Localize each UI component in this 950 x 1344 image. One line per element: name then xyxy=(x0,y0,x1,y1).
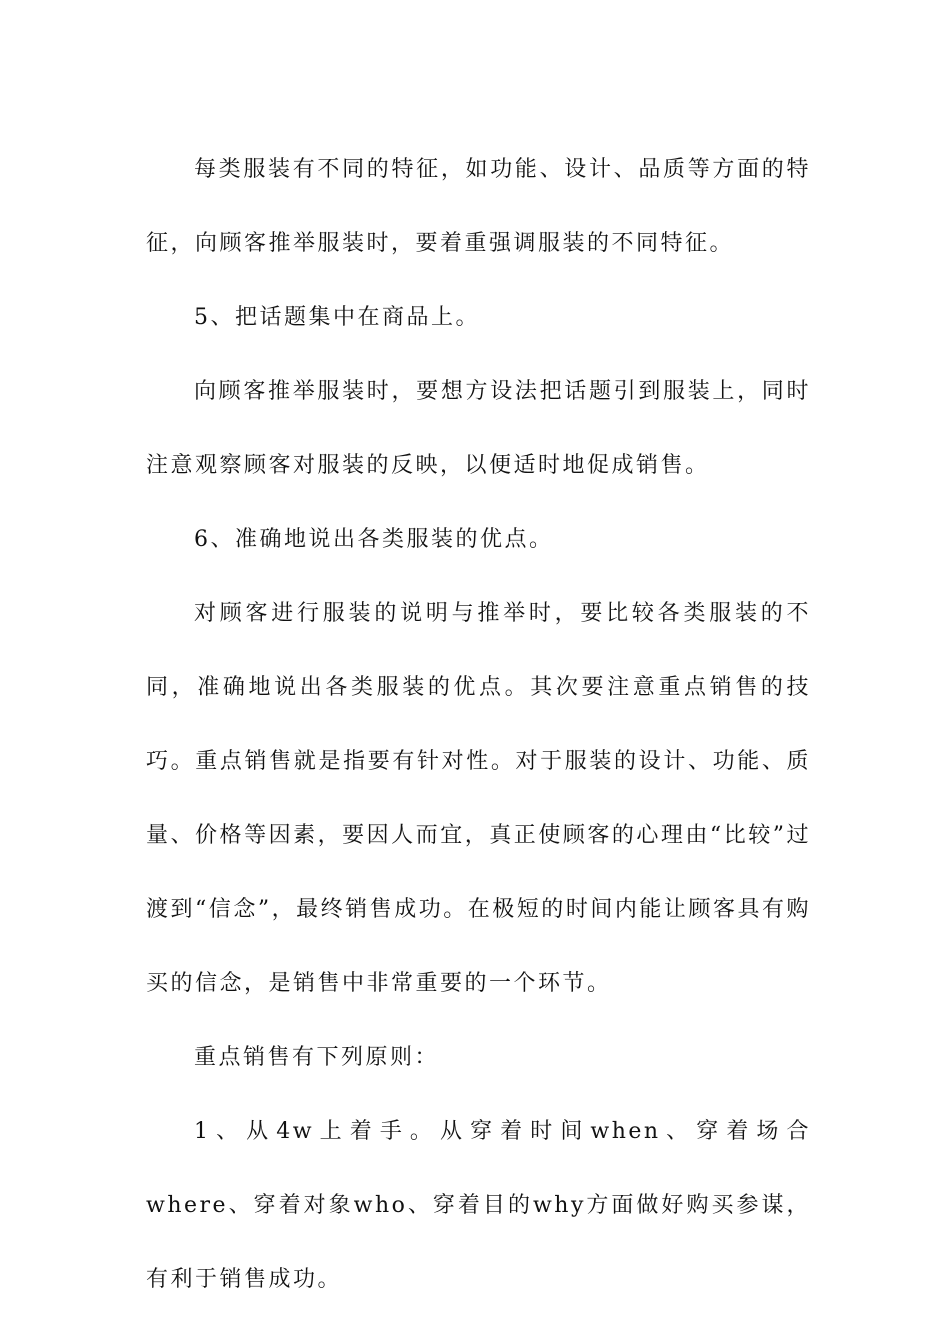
paragraph-topic-focus: 向顾客推举服装时，要想方设法把话题引到服装上，同时注意观察顾客对服装的反映，以便适时地促成销售。 xyxy=(146,379,811,478)
heading-point-5: 5、把话题集中在商品上。 xyxy=(194,305,480,330)
paragraph-features: 每类服装有不同的特征，如功能、设计、品质等方面的特征，向顾客推举服装时，要着重强调服装的不同特征。 xyxy=(146,157,811,256)
heading-point-6: 6、准确地说出各类服装的优点。 xyxy=(194,527,554,552)
paragraph-advantages: 对顾客进行服装的说明与推举时，要比较各类服装的不同，准确地说出各类服装的优点。其次要注意重点销售的技巧。重点销售就是指要有针对性。对于服装的设计、功能、质量、价格等因素，要因人而宜，真正使顾客的心理由“比较”过渡到“信念”，最终销售成功。在极短的时间内能让顾客具有购买的信念，是销售中非常重要的一个环节。 xyxy=(146,601,811,996)
paragraph-4w-principle: 1、从4w上着手。从穿着时间when、穿着场合where、穿着对象who、穿着目的why方面做好购买参谋，有利于销售成功。 xyxy=(146,1119,811,1292)
document-body xyxy=(146,133,811,1317)
heading-key-principles: 重点销售有下列原则： xyxy=(194,1045,440,1070)
